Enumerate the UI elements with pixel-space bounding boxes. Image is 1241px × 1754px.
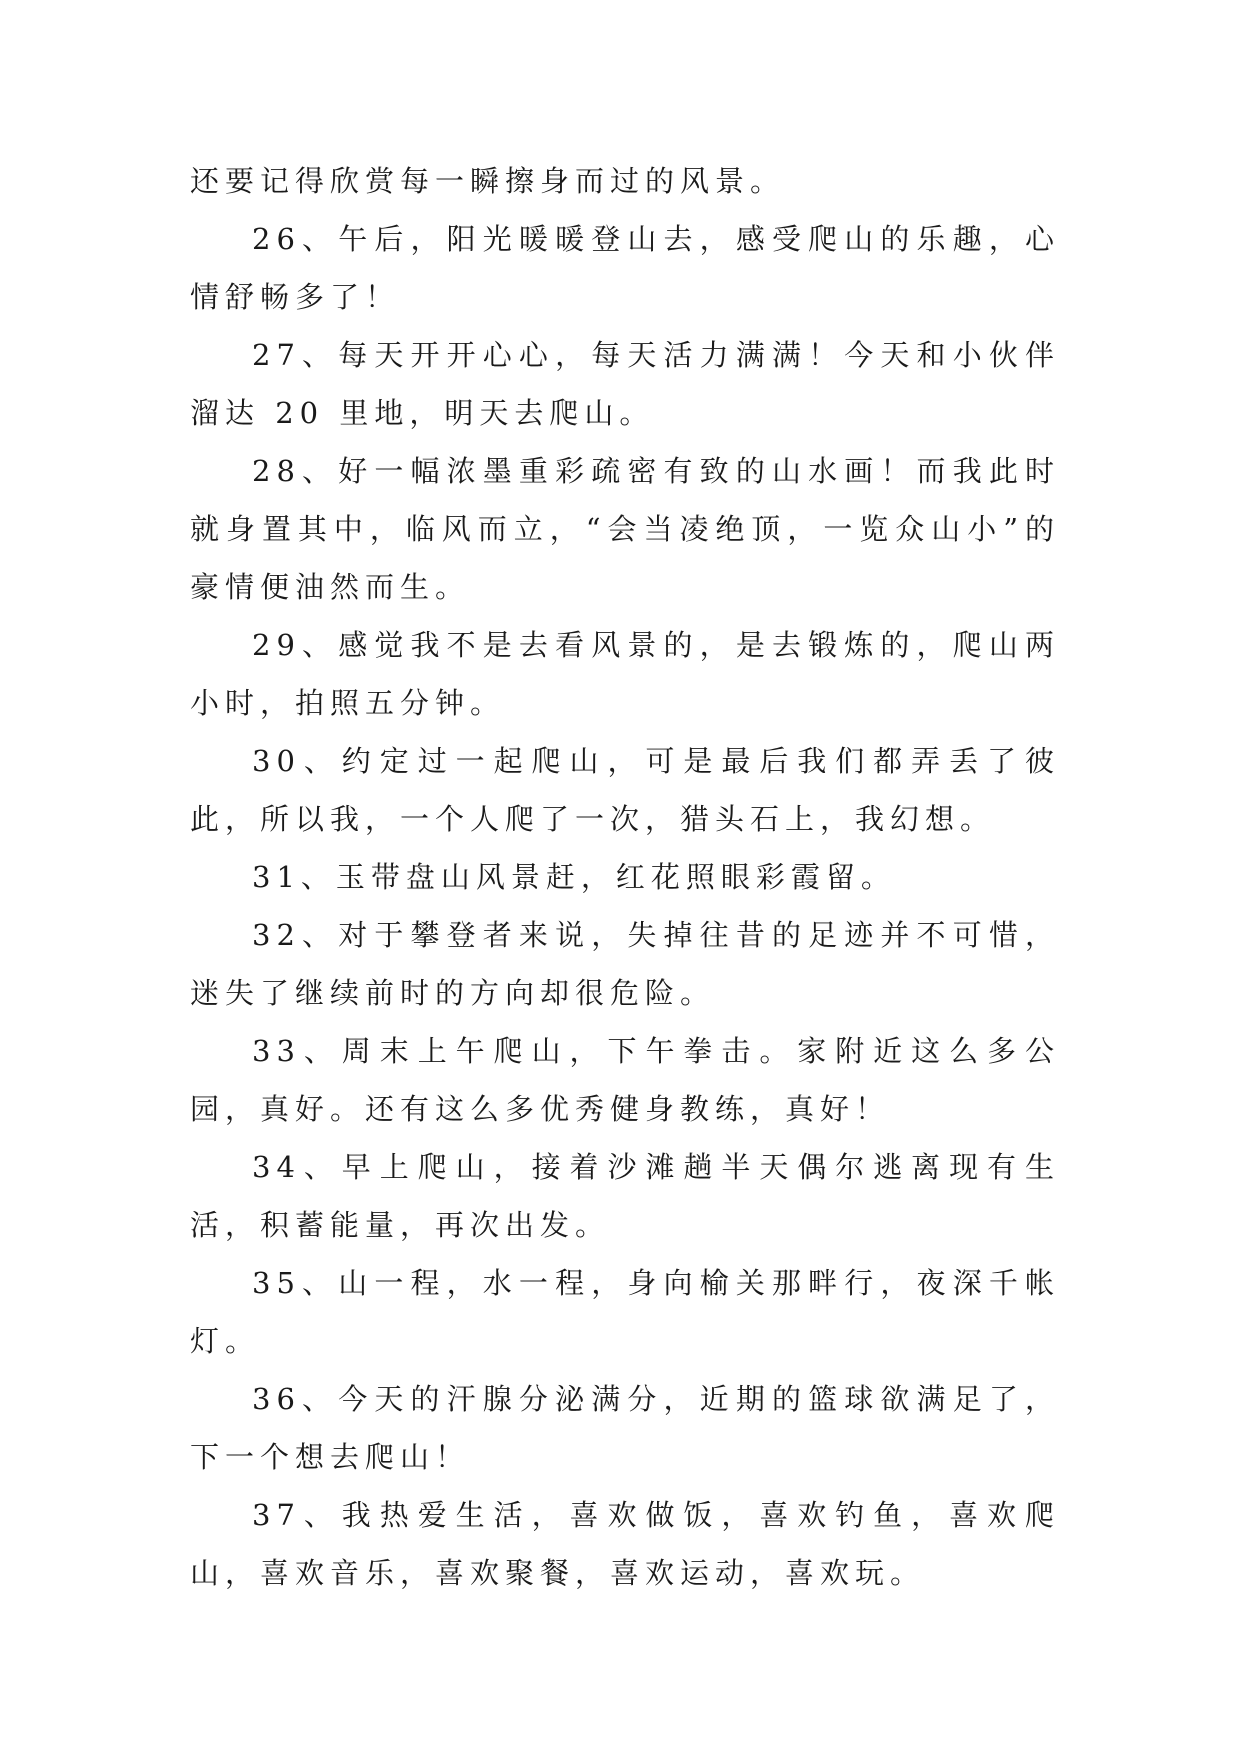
paragraph-continuation: 还要记得欣赏每一瞬擦身而过的风景。 bbox=[190, 164, 786, 198]
paragraph-35: 35、山一程，水一程，身向榆关那畔行，夜深千帐灯。 bbox=[190, 1266, 1060, 1358]
paragraph-29: 29、感觉我不是去看风景的，是去锻炼的，爬山两小时，拍照五分钟。 bbox=[190, 628, 1060, 720]
paragraph-27: 27、每天开开心心，每天活力满满！今天和小伙伴溜达 20 里地，明天去爬山。 bbox=[190, 338, 1060, 430]
paragraph-31: 31、玉带盘山风景赶，红花照眼彩霞留。 bbox=[252, 860, 896, 894]
paragraph-30: 30、约定过一起爬山，可是最后我们都弄丢了彼此，所以我，一个人爬了一次，猎头石上，我幻想。 bbox=[190, 744, 1060, 836]
paragraph-37: 37、我热爱生活，喜欢做饭，喜欢钓鱼，喜欢爬山，喜欢音乐，喜欢聚餐，喜欢运动，喜欢玩。 bbox=[190, 1498, 1060, 1590]
document-body bbox=[190, 152, 1060, 1602]
paragraph-36: 36、今天的汗腺分泌满分，近期的篮球欲满足了，下一个想去爬山！ bbox=[190, 1382, 1060, 1474]
paragraph-33: 33、周末上午爬山，下午拳击。家附近这么多公园，真好。还有这么多优秀健身教练，真好！ bbox=[190, 1034, 1060, 1126]
paragraph-28: 28、好一幅浓墨重彩疏密有致的山水画！而我此时就身置其中，临风而立，“会当凌绝顶，一览众山小”的豪情便油然而生。 bbox=[190, 454, 1060, 604]
paragraph-26: 26、午后，阳光暖暖登山去，感受爬山的乐趣，心情舒畅多了！ bbox=[190, 222, 1060, 314]
paragraph-32: 32、对于攀登者来说，失掉往昔的足迹并不可惜，迷失了继续前时的方向却很危险。 bbox=[190, 918, 1060, 1010]
paragraph-34: 34、早上爬山，接着沙滩趟半天偶尔逃离现有生活，积蓄能量，再次出发。 bbox=[190, 1150, 1060, 1242]
